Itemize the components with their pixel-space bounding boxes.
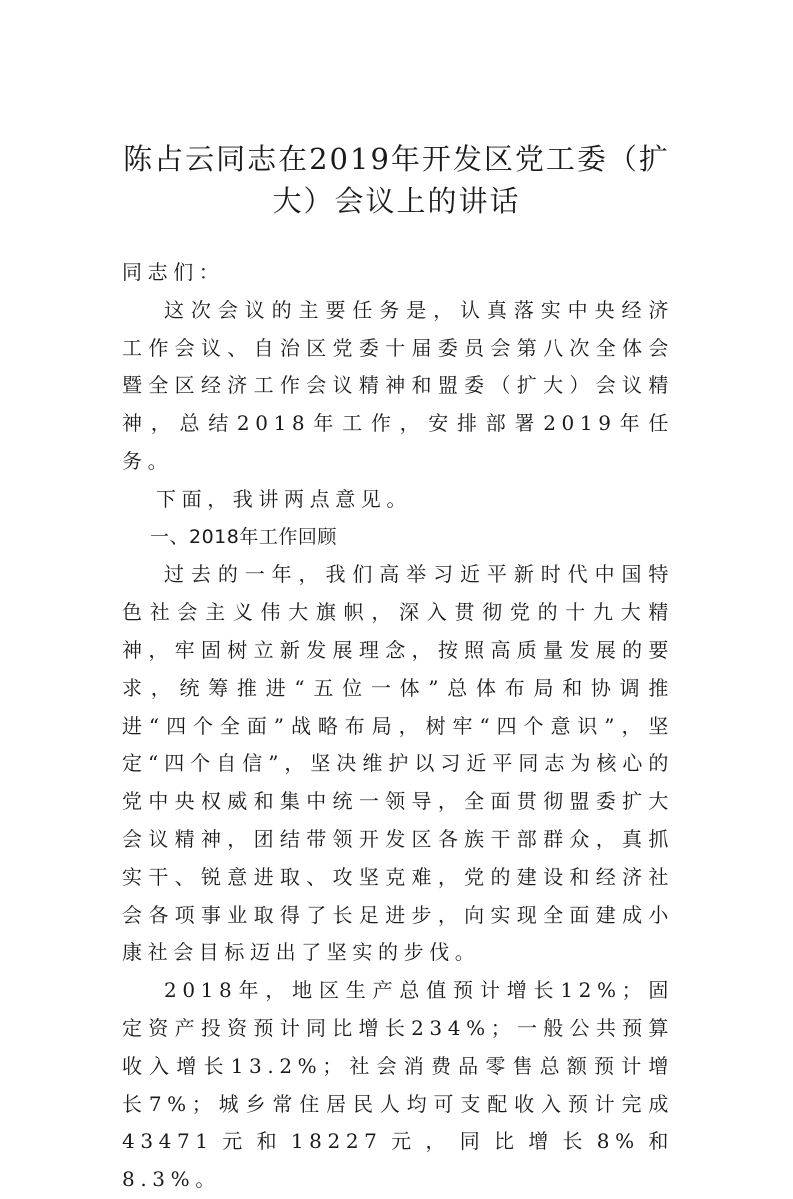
document-title: 陈占云同志在2019年开发区党工委（扩大）会议上的讲话 <box>123 142 670 218</box>
paragraph-intro: 这次会议的主要任务是，认真落实中央经济工作会议、自治区党委十届委员会第八次全体会暨全区经济工作会议精神和盟委（扩大）会议精神，总结2018年工作，安排部署2019年任务。 <box>122 297 674 473</box>
section-heading: 一、2018年工作回顾 <box>150 525 337 548</box>
paragraph-outline: 下面，我讲两点意见。 <box>156 486 412 511</box>
document-body <box>122 254 674 1199</box>
paragraph-review: 过去的一年，我们高举习近平新时代中国特色社会主义伟大旗帜，深入贯彻党的十九大精神，牢固树立新发展理念，按照高质量发展的要求，统筹推进“五位一体”总体布局和协调推进“四个全面”战略布局，树牢“四个意识”，坚定“四个自信”，坚决维护以习近平同志为核心的党中央权威和集中统一领导，全面贯彻盟委扩大会议精神，团结带领开发区各族干部群众，真抓实干、锐意进取、攻坚克难，党的建设和经济社会各项事业取得了长足进步，向实现全面建成小康社会目标迈出了坚实的步伐。 <box>122 562 674 965</box>
paragraph-statistics: 2018年，地区生产总值预计增长12%；固定资产投资预计同比增长234%；一般公共预算收入增长13.2%；社会消费品零售总额预计增长7%；城乡常住居民人均可支配收入预计完成43471元和18227元，同比增长8%和8.3%。 <box>122 978 674 1192</box>
salutation: 同志们： <box>122 260 225 284</box>
